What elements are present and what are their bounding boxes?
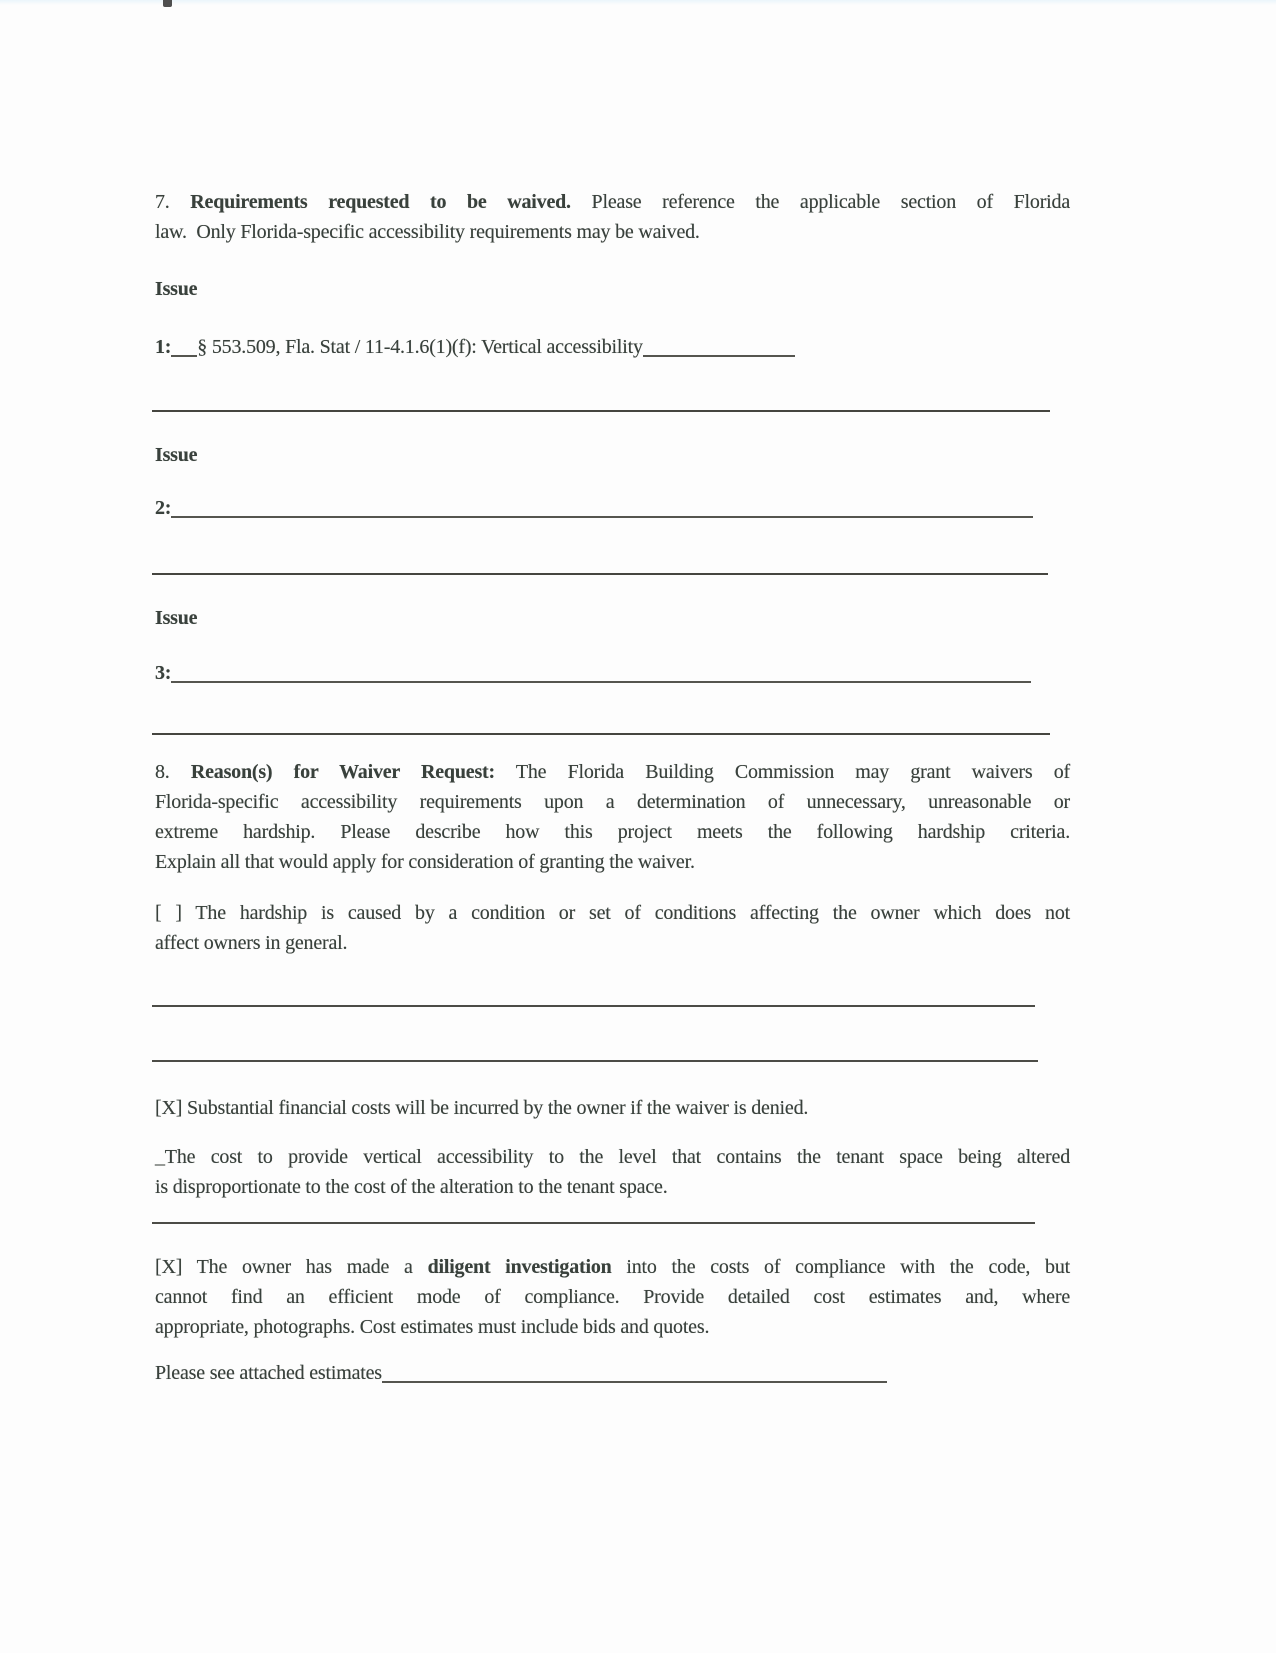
issue-3-rule	[152, 733, 1050, 735]
section-8-heading: Reason(s) for Waiver Request:	[190, 761, 495, 783]
attached-estimates-note: Please see attached estimates	[155, 1362, 382, 1384]
criterion-diligent-line-2: cannot find an efficient mode of compliance. Provide detailed cost estimates and, where	[155, 1286, 1070, 1308]
section-7-line-2: law. Only Florida-specific accessibility requirements may be waived.	[155, 221, 700, 243]
issue-2-row	[155, 493, 1070, 523]
issue-2-label: Issue	[155, 444, 198, 466]
issue-2-rule	[152, 573, 1048, 575]
response-rule-1	[152, 1005, 1035, 1007]
section-8-line-3: extreme hardship. Please describe how this project meets the following hardship criteria.	[155, 821, 1070, 843]
section-8-paragraph	[155, 757, 1070, 877]
financial-costs-response-line-2: is disproportionate to the cost of the alteration to the tenant space.	[155, 1176, 668, 1198]
issue-3-blank-underline	[171, 661, 1031, 683]
issue-1-trailing-underline	[643, 335, 795, 357]
attached-estimates-underline	[382, 1361, 887, 1383]
issue-1-gap-underline	[171, 335, 197, 357]
issue-2-number: 2:	[155, 497, 172, 519]
response-rule-3	[152, 1222, 1035, 1224]
criterion-diligent-investigation	[155, 1252, 1070, 1342]
diligent-checkbox-checked: [X]	[155, 1256, 183, 1278]
criterion-diligent-line-3: appropriate, photographs. Cost estimates must include bids and quotes.	[155, 1316, 710, 1338]
financial-costs-response-line-1: _The cost to provide vertical accessibility to the level that contains the tenant space being altered	[155, 1146, 1070, 1168]
criterion-diligent-emphasis: diligent investigation	[427, 1256, 612, 1278]
financial-costs-checkbox-checked: [X]	[155, 1097, 183, 1119]
section-8-line-4: Explain all that would apply for consideration of granting the waiver.	[155, 851, 695, 873]
hardship-checkbox-unchecked: [ ]	[155, 902, 182, 924]
section-7-number: 7.	[155, 191, 191, 213]
section-7-heading: Requirements requested to be waived.	[190, 191, 571, 213]
criterion-financial-costs-text: Substantial financial costs will be incurred by the owner if the waiver is denied.	[182, 1097, 809, 1119]
scan-mark-artifact	[163, 0, 172, 7]
section-8-number: 8.	[155, 761, 191, 783]
criterion-diligent-pre: The owner has made a	[182, 1256, 428, 1278]
issue-1-label: Issue	[155, 278, 198, 300]
criterion-hardship-line-2: affect owners in general.	[155, 932, 348, 954]
issue-2-blank-underline	[171, 496, 1033, 518]
issue-3-label: Issue	[155, 607, 198, 629]
section-7-body: Please reference the applicable section of Florida	[570, 191, 1071, 213]
section-8-line-2: Florida-specific accessibility requirements upon a determination of unnecessary, unreasonable or	[155, 791, 1070, 813]
section-7-line-1	[155, 187, 1070, 217]
criterion-diligent-post: into the costs of compliance with the code, but	[611, 1256, 1070, 1278]
criterion-hardship-condition	[155, 898, 1070, 958]
scan-edge-tint	[0, 0, 1276, 5]
issue-1-value: § 553.509, Fla. Stat / 11-4.1.6(1)(f): Vertical accessibility	[197, 336, 643, 358]
criterion-hardship-text: The hardship is caused by a condition or set of conditions affecting the owner which does not	[181, 902, 1070, 924]
financial-costs-response	[155, 1142, 1070, 1202]
section-7-paragraph	[155, 187, 1070, 247]
issue-3-number: 3:	[155, 662, 172, 684]
section-8-line-1	[155, 757, 1070, 787]
response-rule-2	[152, 1060, 1038, 1062]
attached-estimates-row	[155, 1358, 1070, 1388]
issue-1-number: 1:	[155, 336, 172, 358]
criterion-hardship-line-1	[155, 898, 1070, 928]
issue-1-rule	[152, 410, 1050, 412]
section-8-body: The Florida Building Commission may grant waivers of	[494, 761, 1070, 783]
criterion-diligent-line-1	[155, 1252, 1070, 1282]
criterion-financial-costs	[155, 1093, 1070, 1123]
issue-3-row	[155, 658, 1070, 688]
issue-1-row	[155, 332, 1070, 362]
